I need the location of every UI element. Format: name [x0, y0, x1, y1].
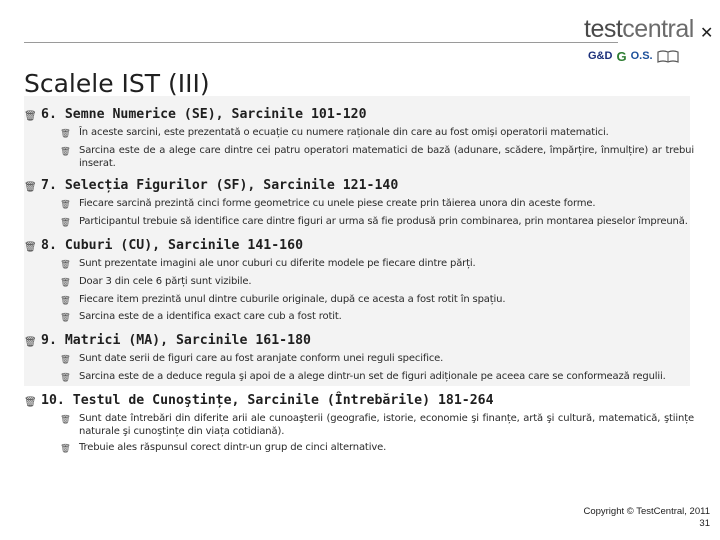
section-heading [24, 106, 694, 126]
list-item-text: Sunt date serii de figuri care au fost aranjate conform unei reguli specifice. [79, 353, 444, 365]
section-item-list [60, 198, 694, 230]
list-item [60, 442, 694, 456]
bullet-icon: 🗑 [24, 396, 37, 408]
list-item [60, 258, 694, 272]
bullet-icon: 🗑 [60, 277, 71, 288]
bullet-icon: 🗑 [60, 218, 71, 229]
bullet-icon: 🗑 [24, 241, 37, 253]
testcentral-logo [584, 14, 714, 72]
section [24, 237, 694, 325]
list-item-text: Doar 3 din cele 6 părți sunt vizibile. [79, 275, 252, 287]
section-item-list [60, 258, 694, 325]
bullet-icon: 🗑 [24, 337, 37, 349]
partner-logo-os: O.S. [630, 50, 653, 62]
bullet-icon: 🗑 [60, 259, 71, 270]
partner-logo-gd: G&D [588, 50, 613, 62]
list-item [60, 294, 694, 308]
bullet-icon: 🗑 [60, 414, 71, 425]
section-heading [24, 237, 694, 257]
bullet-icon: 🗑 [60, 372, 71, 383]
partner-logos [588, 46, 679, 66]
partner-logo-g: G [616, 48, 627, 64]
list-item-text: În aceste sarcini, este prezentată o ecuație cu numere raționale din care au fost omiși operatorii matematici. [79, 127, 609, 138]
section-heading [24, 177, 694, 197]
list-item [60, 145, 694, 171]
bullet-icon: 🗑 [60, 146, 71, 157]
list-item-text: Trebuie ales răspunsul corect dintr-un grup de cinci alternative. [79, 442, 387, 454]
list-item-text: Fiecare item prezintă unul dintre cuburile originale, după ce acesta a fost rotit în spațiu. [79, 293, 506, 305]
bullet-icon: 🗑 [60, 129, 71, 139]
list-item-text: Sunt prezentate imagini ale unor cuburi cu diferite modele pe fiecare dintre părți. [79, 257, 476, 269]
section-heading-text: 10. Testul de Cunoştințe, Sarcinile (Întrebările) 181-264 [41, 392, 494, 408]
section [24, 106, 694, 170]
section [24, 332, 694, 385]
section [24, 392, 694, 456]
slide-footer [583, 506, 710, 530]
logo-word-test: test [584, 15, 623, 43]
section-heading-text: 6. Semne Numerice (SE), Sarcinile 101-120 [41, 107, 367, 122]
list-item-text: Fiecare sarcină prezintă cinci forme geometrice cu unele piese create prin tăierea unora din aceste forme. [79, 198, 596, 210]
list-item [60, 413, 694, 439]
list-item [60, 127, 694, 141]
bullet-icon: 🗑 [60, 200, 71, 211]
list-item-text: Sarcina este de a identifica exact care cub a fost rotit. [79, 311, 342, 323]
section-list [24, 106, 694, 460]
list-item [60, 371, 694, 385]
list-item [60, 353, 694, 367]
logo-word-central: central [622, 15, 694, 43]
list-item-text: Sarcina este de a alege care dintre cei patru operatori matematici de bază (adunare, scădere, împărțire, înmulțire) ar trebui inserat. [79, 144, 694, 169]
logo-wordmark [584, 14, 694, 44]
bullet-icon: 🗑 [60, 295, 71, 306]
bullet-icon: 🗑 [24, 111, 37, 122]
slide-title: Scalele IST (III) [24, 69, 210, 98]
bullet-icon: 🗑 [60, 444, 71, 455]
header-divider [24, 42, 618, 43]
section-item-list [60, 127, 694, 170]
list-item-text: Sunt date întrebări din diferite arii ale cunoaşterii (geografie, istorie, economie şi finanțe, artă şi cultură, matematică, ştiințe naturale şi cunoştințe din viața cotidiană). [79, 412, 694, 437]
list-item [60, 216, 694, 230]
section-item-list [60, 353, 694, 385]
list-item [60, 276, 694, 290]
copyright-text: Copyright © TestCentral, 2011 [583, 506, 710, 517]
section-heading [24, 332, 694, 352]
list-item [60, 311, 694, 325]
page-number: 31 [699, 518, 710, 529]
section-heading-text: 9. Matrici (MA), Sarcinile 161-180 [41, 333, 311, 349]
list-item-text: Participantul trebuie să identifice care dintre figuri ar urma să fie produsă prin combinarea, prin montarea pieselor împreună. [79, 216, 688, 228]
section-heading [24, 392, 694, 412]
section-heading-text: 8. Cuburi (CU), Sarcinile 141-160 [41, 237, 304, 253]
open-book-icon [657, 49, 679, 63]
list-item-text: Sarcina este de a deduce regula şi apoi de a alege dintr-un set de figuri adiționale pe aceea care se conformează regulii. [79, 370, 666, 382]
bullet-icon: 🗑 [60, 355, 71, 366]
bullet-icon: 🗑 [24, 182, 37, 194]
section-heading-text: 7. Selecția Figurilor (SF), Sarcinile 121-140 [41, 178, 399, 194]
logo-x-mark-icon: ✕ [700, 23, 714, 42]
bullet-icon: 🗑 [60, 313, 71, 324]
section-item-list [60, 413, 694, 456]
list-item [60, 198, 694, 212]
section [24, 177, 694, 230]
